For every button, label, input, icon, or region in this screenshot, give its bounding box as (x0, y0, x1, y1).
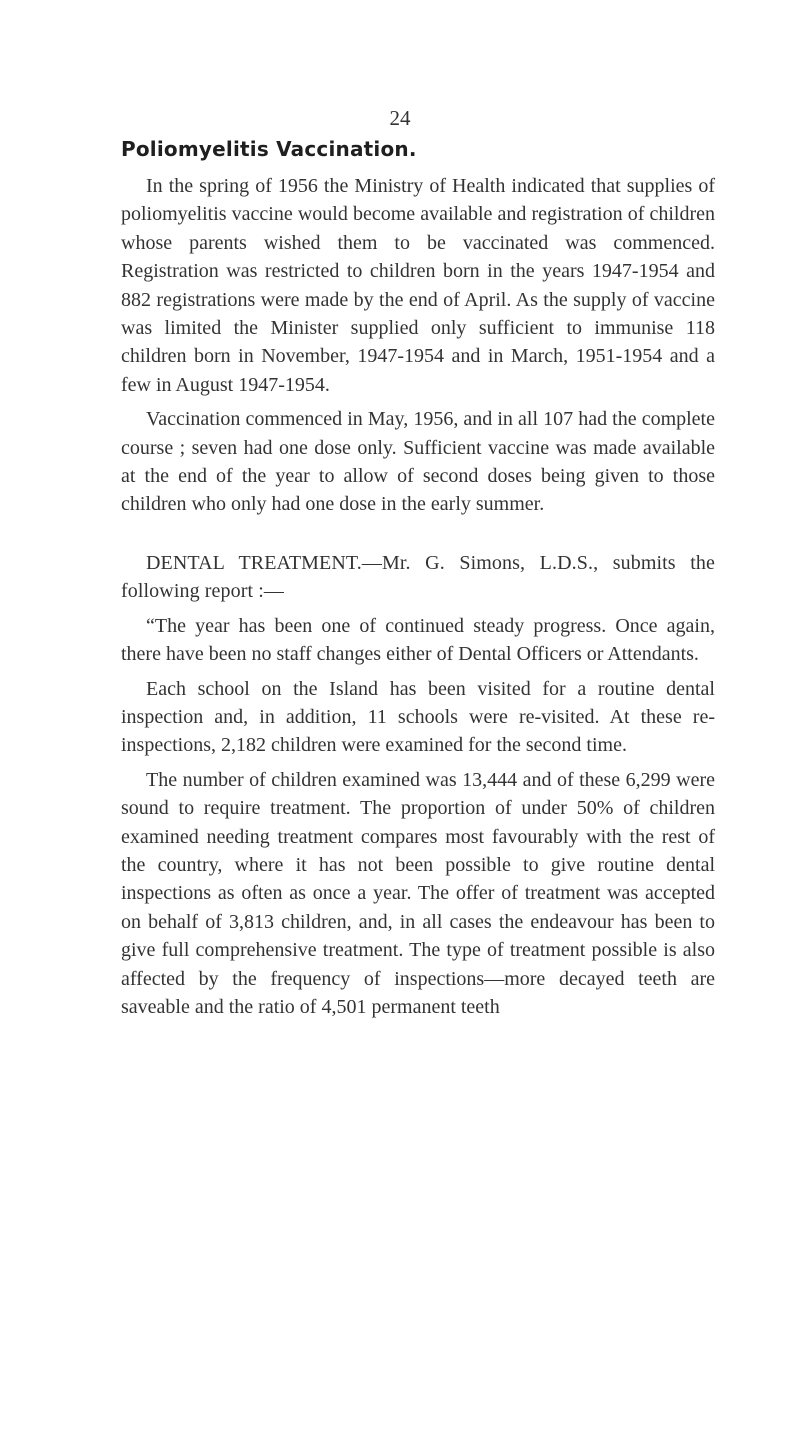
dental-paragraph-3: The number of children examined was 13,444 and of these 6,299 were sound to require treatment. The proportion of under 50% of children examined needing treatment compares most favourably with the rest of the country, where it has not been possible to give routine dental inspections as often as once a year. The offer of treatment was accepted on behalf of 3,813 children, and, in all cases the endeavour has been to give full comprehensive treatment. The type of treatment possible is also affected by the frequency of inspections—more decayed teeth are saveable and the ratio of 4,501 permanent teeth (121, 768, 715, 1018)
dental-paragraph-1: “The year has been one of continued steady progress. Once again, there have been no staff changes either of Dental Officers or Attendants. (121, 614, 715, 666)
polio-paragraph-2: Vaccination commenced in May, 1956, and in all 107 had the complete course ; seven had one dose only. Sufficient vaccine was made available at the end of the year to allow of second doses being given to those children who only had one dose in the early summer. (121, 408, 715, 516)
dental-treatment-intro: DENTAL TREATMENT.—Mr. G. Simons, L.D.S., submits the following report :— (121, 551, 715, 603)
page-content (121, 134, 715, 1027)
dental-paragraph-2: Each school on the Island has been visited for a routine dental inspection and, in addition, 11 schools were re-visited. At these re-inspections, 2,182 children were examined for the second time. (121, 677, 715, 757)
section-heading-polio: Poliomyelitis Vaccination. (121, 137, 417, 161)
page-number: 24 (389, 106, 411, 130)
polio-paragraph-1: In the spring of 1956 the Ministry of Health indicated that supplies of poliomyelitis vaccine would become available and registration of children whose parents wished them to be vaccinated was commenced. Registration was restricted to children born in the years 1947-1954 and 882 registrations were made by the end of April. As the supply of vaccine was limited the Minister supplied only sufficient to immunise 118 children born in November, 1947-1954 and in March, 1951-1954 and a few in August 1947-1954. (121, 175, 715, 396)
